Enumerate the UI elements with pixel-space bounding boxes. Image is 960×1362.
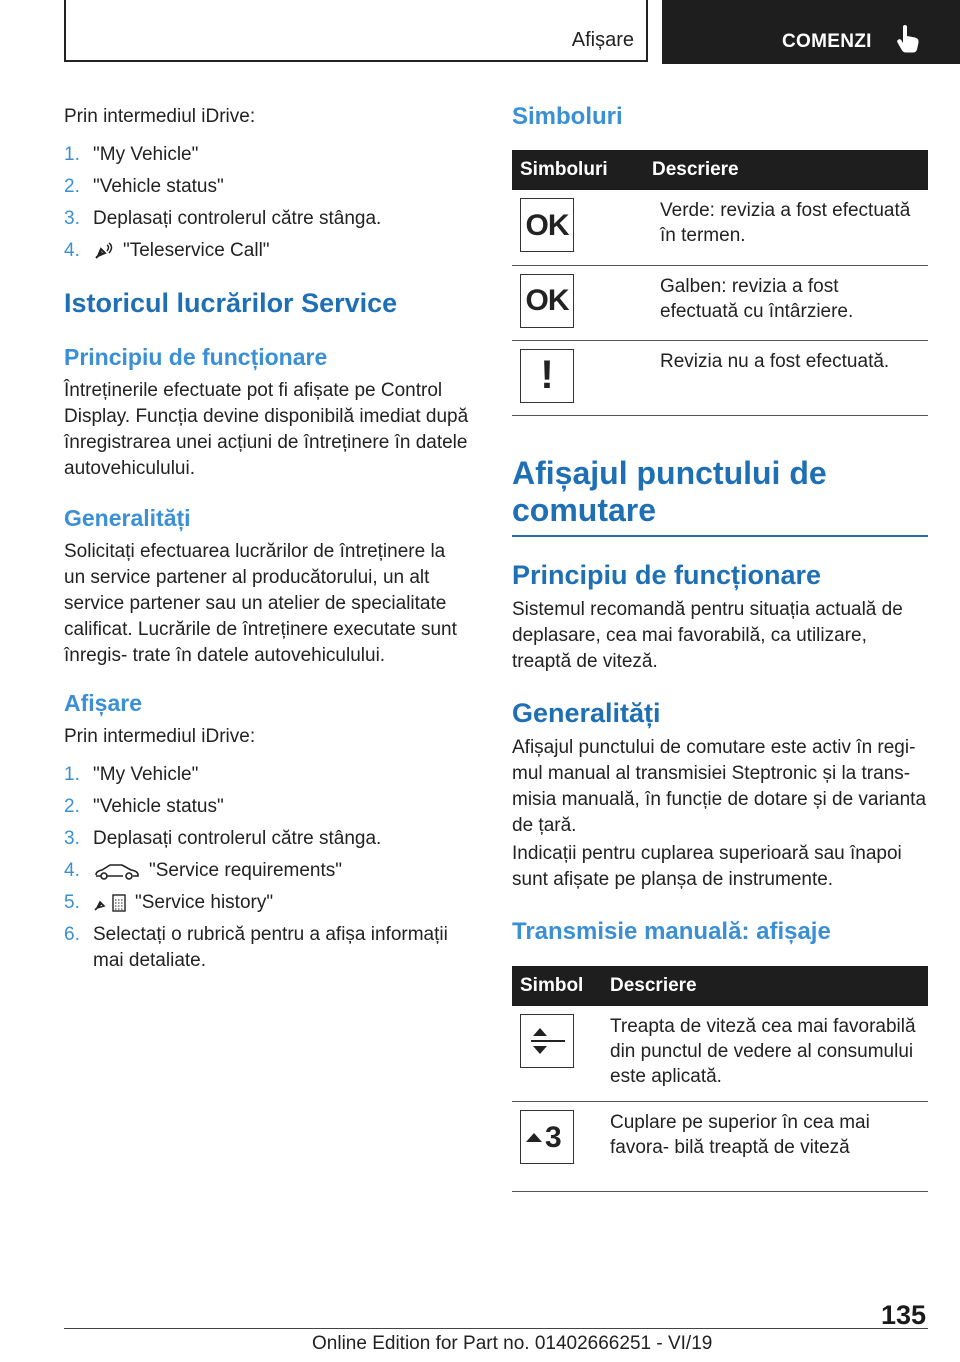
heading-principle: Principiu de funcționare: [64, 344, 328, 370]
gear-symbols-table: [512, 966, 928, 1192]
general-text: Solicitați efectuarea lucrărilor de întreținere la un service partener al producătorului, un alt service partener sau un atelier de specialitate calificat. Lucrările de întreținere executate sunt înregis- trate în datele autovehiculului.: [64, 541, 457, 666]
general-text-2a: Afișajul punctului de comutare este activ în regi- mul manual al transmisiei Steptronic și la trans- misia manuală, în funcție de dotare și de varianta de țară.: [512, 737, 927, 836]
table-header-row: [512, 966, 928, 1006]
symbol-cell: [512, 340, 644, 415]
list-item: 5. "Service history": [64, 892, 274, 913]
heading-shift-point-display: Afișajul punctului de comutare: [512, 455, 928, 537]
description-cell: Verde: revizia a fost efectuată în termen.: [644, 190, 928, 265]
description-cell: Treapta de viteză cea mai favorabilă din punctul de vedere al consumului este aplicată.: [602, 1006, 928, 1102]
car-icon: [93, 861, 141, 881]
column-header: Simbol: [512, 966, 602, 1006]
symbol-cell: [512, 1006, 602, 1102]
table-row: [512, 265, 928, 340]
table-row: [512, 190, 928, 265]
header-tab-label: COMENZI: [782, 31, 872, 52]
symbols-table: [512, 150, 928, 416]
table-row: [512, 340, 928, 415]
ok-yellow-icon: OK: [520, 274, 574, 328]
description-cell: Revizia nu a fost efectuată.: [644, 340, 928, 415]
list-item: 3. Deplasați controlerul către stânga.: [64, 828, 382, 849]
list-item: 4. "Teleservice Call": [64, 240, 270, 261]
heading-manual-transmission: Transmisie manuală: afișaje: [512, 918, 831, 945]
header-section-label: Afișare: [571, 29, 634, 51]
description-cell: Galben: revizia a fost efectuată cu întârziere.: [644, 265, 928, 340]
page-number: 135: [880, 1300, 926, 1330]
heading-principle-2: Principiu de funcționare: [512, 560, 822, 590]
header-tab[interactable]: [662, 0, 960, 64]
heading-general-2: Generalități: [512, 698, 661, 728]
footer-edition: Online Edition for Part no. 01402666251 - VI/19: [312, 1333, 713, 1354]
list-item: 1. "My Vehicle": [64, 764, 199, 785]
principle-text: Întreținerile efectuate pot fi afișate pe Control Display. Funcția devine disponibilă imediat după înregistrarea unei acțiuni de întreținere în datele autovehiculului.: [64, 380, 469, 479]
table-row: [512, 1102, 928, 1192]
heading-general: Generalități: [64, 505, 191, 531]
exclamation-icon: !: [520, 349, 574, 403]
optimal-gear-icon: [520, 1014, 574, 1068]
list-item: 3. Deplasați controlerul către stânga.: [64, 208, 382, 229]
ok-green-icon: OK: [520, 198, 574, 252]
service-history-icon: [93, 892, 127, 914]
list-item: 1. "My Vehicle": [64, 144, 199, 165]
service-history-steps: [64, 762, 470, 974]
header-section-box: [64, 0, 648, 62]
intro-text: Prin intermediul iDrive:: [64, 106, 256, 127]
list-item: 2. "Vehicle status": [64, 176, 224, 197]
column-header: Simboluri: [512, 150, 644, 190]
list-item: 4. "Service requirements": [64, 860, 343, 881]
intro-text-2: Prin intermediul iDrive:: [64, 726, 256, 747]
footer-divider: [64, 1328, 928, 1329]
list-item: 2. "Vehicle status": [64, 796, 224, 817]
upshift-gear-icon: 3: [520, 1110, 574, 1164]
symbol-cell: [512, 1102, 602, 1192]
heading-service-history: Istoricul lucrărilor Service: [64, 288, 398, 318]
description-cell: Cuplare pe superior în cea mai favora- bilă treaptă de viteză: [602, 1102, 928, 1192]
list-item: 6. Selectați o rubrică pentru a afișa informații mai detaliate.: [64, 924, 448, 971]
general-text-2b: Indicații pentru cuplarea superioară sau înapoi sunt afișate pe planșa de instrumente.: [512, 843, 902, 890]
symbol-cell: [512, 265, 644, 340]
teleservice-steps: [64, 142, 470, 264]
column-header: Descriere: [644, 150, 928, 190]
table-row: [512, 1006, 928, 1102]
teleservice-icon: [93, 241, 115, 261]
symbol-cell: [512, 190, 644, 265]
heading-symbols: Simboluri: [512, 103, 623, 130]
column-header: Descriere: [602, 966, 928, 1006]
principle-text-2: Sistemul recomandă pentru situația actuală de deplasare, cea mai favorabilă, ca utilizare, treaptă de viteză.: [512, 599, 903, 672]
heading-display: Afișare: [64, 690, 142, 716]
table-header-row: [512, 150, 928, 190]
pointing-hand-icon: [896, 24, 922, 54]
